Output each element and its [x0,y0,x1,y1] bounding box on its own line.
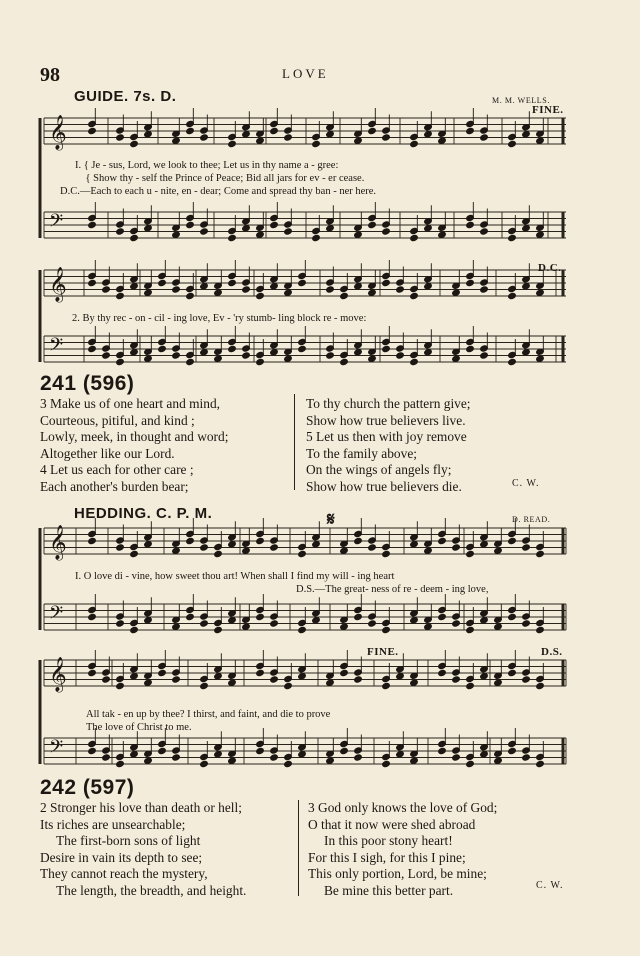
note-head [480,352,489,359]
note-head [354,537,363,544]
note-head [396,352,405,359]
note-head [326,131,335,138]
note-head [298,279,307,286]
lyric-line: The love of Christ to me. [86,722,192,733]
note-head [354,613,363,620]
note-head [298,751,307,758]
note-head [340,547,349,554]
note-head [200,283,209,290]
note-head [382,626,391,633]
note-head [480,286,489,293]
note-head [228,140,237,147]
verse-line: 3 God only knows the love of God; [308,800,498,815]
note-head [480,617,489,624]
note-head [466,626,475,633]
note-head [270,349,279,356]
note-head [410,358,419,365]
bass-clef-icon: 𝄢 [49,210,64,235]
dc-mark: D.C. [538,262,562,274]
note-head [536,550,545,557]
note-head [536,137,545,144]
note-head [270,754,279,761]
bass-clef-icon: 𝄢 [49,334,64,359]
note-head [452,754,461,761]
note-head [354,137,363,144]
note-head [438,231,447,238]
note-head [522,754,531,761]
note-head [466,279,475,286]
note-head [452,544,461,551]
note-head [116,358,125,365]
note-head [424,131,433,138]
note-head [312,617,321,624]
note-head [116,620,125,627]
note-head [270,676,279,683]
lyric-line: D.S.—The great- ness of re - deem - ing love, [296,584,489,595]
bass-clef-icon: 𝄢 [49,602,64,627]
note-head [410,140,419,147]
note-head [88,613,97,620]
note-head [256,747,265,754]
note-head [508,358,517,365]
note-head [522,544,531,551]
note-head [508,140,517,147]
note-head [536,626,545,633]
note-head [326,225,335,232]
note-head [256,358,265,365]
hymn-number: 242 (597) [40,776,135,799]
note-head [438,613,447,620]
fine-mark: FINE. [367,646,399,658]
lyric-line: 2. By thy rec - on - cil - ing love, Ev - 'ry stumb- ling block re - move: [72,313,367,324]
verse-line: 2 Stronger his love than death or hell; [40,800,242,815]
note-head [424,225,433,232]
note-head [424,547,433,554]
note-head [144,225,153,232]
note-head [228,679,237,686]
note-head [228,541,237,548]
note-head [326,679,335,686]
verse-line: Desire in vain its depth to see; [40,849,203,865]
note-head [424,623,433,630]
note-head [130,673,139,680]
note-head [354,283,363,290]
note-head [88,221,97,228]
note-head [298,673,307,680]
note-head [284,134,293,141]
note-head [368,289,377,296]
note-head [494,547,503,554]
note-head [144,131,153,138]
verse-line: For this I sigh, for this I pine; [308,849,466,865]
note-head [172,137,181,144]
note-head [410,617,419,624]
note-head [214,355,223,362]
note-head [200,134,209,141]
note-head [242,286,251,293]
note-head [228,234,237,241]
note-head [480,134,489,141]
note-head [144,679,153,686]
note-head [312,140,321,147]
note-head [382,279,391,286]
note-head [326,352,335,359]
treble-clef-icon: 𝄞 [49,526,67,559]
note-head [438,669,447,676]
note-head [186,221,195,228]
note-head [410,679,419,686]
verse-line: Its riches are unsearchable; [40,816,186,832]
note-head [480,673,489,680]
author-signature: C. W. [536,880,564,891]
note-head [522,225,531,232]
note-head [256,669,265,676]
note-head [144,541,153,548]
verse-line: O that it now were shed abroad [308,816,476,832]
note-head [130,283,139,290]
note-head [452,676,461,683]
verse-line: Lowly, meek, in thought and word; [40,429,229,445]
page-number: 98 [40,64,60,86]
note-head [130,349,139,356]
note-head [200,349,209,356]
note-head [228,757,237,764]
page-header: LOVE [282,66,329,81]
column-divider [298,800,299,896]
note-head [466,550,475,557]
note-head [200,760,209,767]
note-head [438,137,447,144]
note-head [130,234,139,241]
note-head [186,358,195,365]
note-head [228,279,237,286]
note-head [270,544,279,551]
note-head [522,283,531,290]
verse-line: Be mine this better part. [324,882,454,898]
note-head [144,757,153,764]
note-head [494,679,503,686]
note-head [116,544,125,551]
note-head [228,345,237,352]
note-head [340,623,349,630]
note-head [200,228,209,235]
verse-line: Courteous, pitiful, and kind ; [40,412,195,428]
note-head [256,613,265,620]
note-head [270,127,279,134]
note-head [88,537,97,544]
note-head [284,355,293,362]
verse-column-right [306,396,471,496]
note-head [452,620,461,627]
note-head [214,673,223,680]
note-head [158,747,167,754]
verse-line: On the wings of angels fly; [306,462,452,478]
note-head [172,286,181,293]
note-head [256,231,265,238]
note-head [256,137,265,144]
note-head [410,757,419,764]
note-head [116,292,125,299]
tune-title-hedding: HEDDING. C. P. M. [74,505,213,522]
note-head [242,352,251,359]
note-head [186,613,195,620]
note-head [186,292,195,299]
note-head [396,286,405,293]
note-head [270,620,279,627]
note-head [130,140,139,147]
note-head [480,751,489,758]
note-head [312,541,321,548]
note-head [466,345,475,352]
note-head [284,760,293,767]
author-signature: C. W. [512,478,540,489]
note-head [298,626,307,633]
note-head [256,537,265,544]
note-head [88,345,97,352]
note-head [508,537,517,544]
note-head [424,349,433,356]
note-head [144,355,153,362]
note-head [438,747,447,754]
note-head [382,134,391,141]
note-head [368,620,377,627]
note-head [508,613,517,620]
verse-line: In this poor stony heart! [324,833,453,849]
bass-clef-icon: 𝄢 [49,736,64,761]
verse-line: The length, the breadth, and height. [56,882,247,898]
note-head [228,617,237,624]
note-head [242,623,251,630]
note-head [452,355,461,362]
note-head [480,541,489,548]
note-head [396,751,405,758]
note-head [522,131,531,138]
note-head [396,673,405,680]
note-head [536,355,545,362]
verse-column-left [40,800,246,900]
verse-line: Show how true believers die. [306,478,462,494]
note-head [200,544,209,551]
verse-line: Altogether like our Lord. [40,445,175,461]
note-head [158,279,167,286]
tune-title-guide: GUIDE. 7s. D. [74,88,177,105]
note-head [508,747,517,754]
note-head [158,345,167,352]
note-head [340,292,349,299]
note-head [494,623,503,630]
verse-line: Show how true believers live. [306,412,466,428]
note-head [536,682,545,689]
note-head [214,626,223,633]
note-head [354,676,363,683]
note-head [536,289,545,296]
verse-line: To the family above; [306,445,417,461]
note-head [340,747,349,754]
note-head [256,292,265,299]
note-head [522,349,531,356]
note-head [130,626,139,633]
note-head [102,286,111,293]
verse-line: 3 Make us of one heart and mind, [40,396,220,411]
note-head [214,550,223,557]
lyric-line: D.C.—Each to each u - nite, en - dear; Come and spread thy ban - ner here. [60,186,377,197]
verse-line: To thy church the pattern give; [306,396,471,411]
treble-clef-icon: 𝄞 [49,268,67,301]
note-head [88,127,97,134]
note-head [186,127,195,134]
verse-line: 5 Let us then with joy remove [306,429,467,445]
note-head [284,228,293,235]
note-head [536,231,545,238]
verse-column-right [308,800,497,900]
note-head [354,349,363,356]
note-head [214,289,223,296]
verse-line: They cannot reach the mystery, [40,866,208,882]
note-head [298,550,307,557]
note-head [284,289,293,296]
note-head [298,345,307,352]
note-head [382,550,391,557]
composer-wells: M. M. WELLS. [492,96,550,105]
note-head [354,231,363,238]
note-head [158,669,167,676]
fine-mark: FINE. [532,104,564,116]
verse-line: 4 Let us each for other care ; [40,462,194,478]
note-head [144,617,153,624]
note-head [88,747,97,754]
note-head [130,751,139,758]
note-head [368,221,377,228]
note-head [382,345,391,352]
note-head [536,760,545,767]
verse-column-left [40,396,228,496]
note-head [368,355,377,362]
note-head [424,283,433,290]
note-head [172,547,181,554]
note-head [410,541,419,548]
note-head [116,228,125,235]
note-head [172,676,181,683]
note-head [200,620,209,627]
note-head [508,234,517,241]
note-head [368,127,377,134]
note-head [466,127,475,134]
note-head [382,760,391,767]
note-head [466,682,475,689]
verse-line: The first-born sons of light [56,833,201,849]
note-head [214,751,223,758]
note-head [186,537,195,544]
note-head [284,682,293,689]
ds-mark: D.S. [541,646,563,658]
note-head [466,221,475,228]
note-head [116,134,125,141]
note-head [326,286,335,293]
note-head [382,228,391,235]
note-head [354,754,363,761]
note-head [172,231,181,238]
note-head [480,228,489,235]
note-head [144,289,153,296]
note-head [340,358,349,365]
column-divider [294,394,295,490]
note-head [522,676,531,683]
note-head [116,682,125,689]
note-head [102,676,111,683]
note-head [312,234,321,241]
note-head [102,352,111,359]
note-head [242,131,251,138]
note-head [522,620,531,627]
note-head [270,283,279,290]
note-head [494,757,503,764]
note-head [466,760,475,767]
treble-clef-icon: 𝄞 [49,658,67,691]
note-head [410,234,419,241]
note-head [508,669,517,676]
note-head [88,669,97,676]
note-head [340,669,349,676]
composer-read: D. READ. [512,515,551,524]
note-head [172,352,181,359]
note-head [508,292,517,299]
note-head [368,544,377,551]
hymn-number: 241 (596) [40,372,135,395]
note-head [102,754,111,761]
note-head [200,682,209,689]
lyric-line: I. O love di - vine, how sweet thou art! When shall I find my will - ing heart [75,571,395,582]
lyric-line: { Show thy - self the Prince of Peace; Bid all jars for ev - er cease. [75,173,365,184]
note-head [410,292,419,299]
verse-line: This only portion, Lord, be mine; [308,866,487,882]
note-head [172,754,181,761]
lyric-line: All tak - en up by thee? I thirst, and faint, and die to prove [86,709,331,720]
note-head [382,682,391,689]
note-head [242,225,251,232]
note-head [438,537,447,544]
note-head [88,279,97,286]
note-head [116,760,125,767]
note-head [242,547,251,554]
note-head [130,550,139,557]
treble-clef-icon: 𝄞 [49,116,67,149]
segno-icon: 𝄋 [327,509,335,529]
note-head [270,221,279,228]
note-head [326,757,335,764]
verse-line: Each another's burden bear; [40,478,189,494]
note-head [172,623,181,630]
lyric-line: I. { Je - sus, Lord, we look to thee; Let us in thy name a - gree: [75,160,339,171]
note-head [452,289,461,296]
